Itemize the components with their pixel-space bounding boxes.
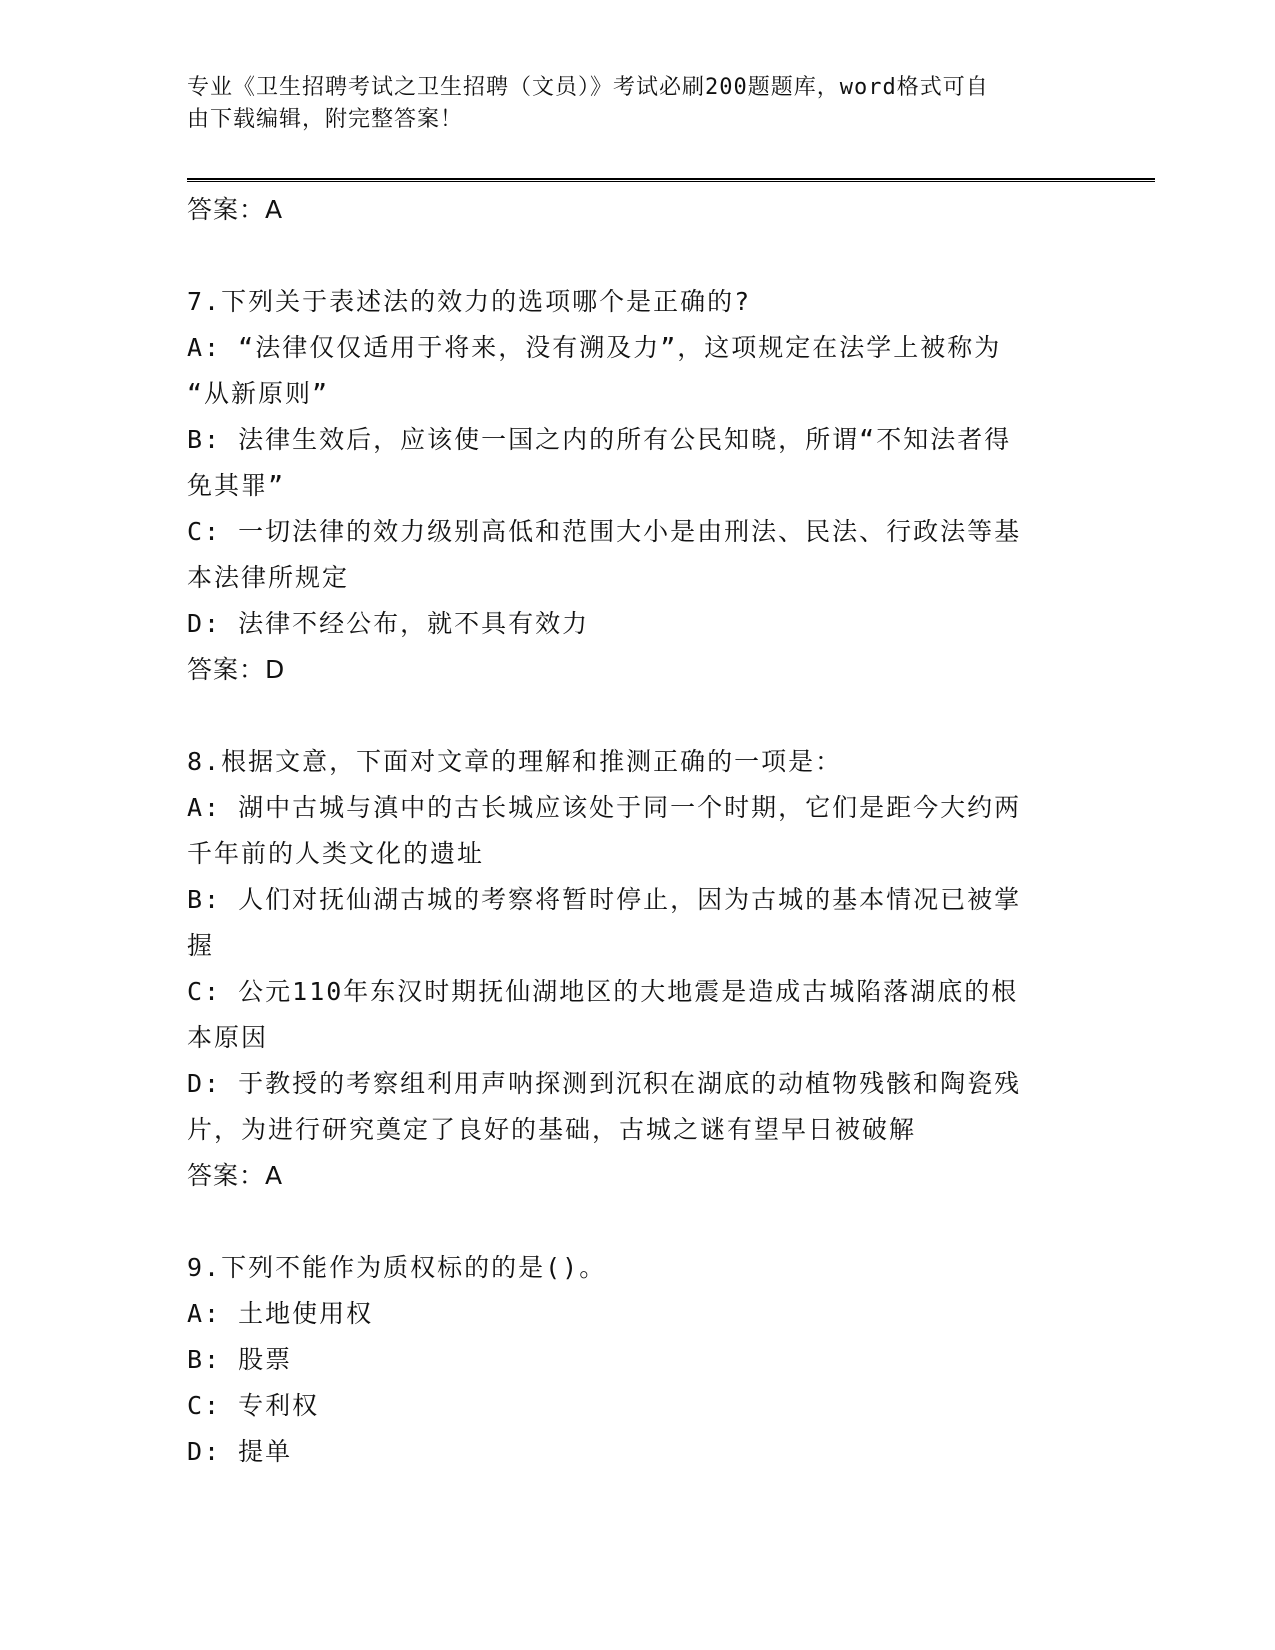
option-a-line-1: A: 土地使用权	[187, 1299, 374, 1328]
option-a-line-1: A: 湖中古城与滇中的古长城应该处于同一个时期，它们是距今大约两	[187, 793, 1022, 822]
question-text: 8.根据文意，下面对文章的理解和推测正确的一项是：	[187, 747, 843, 776]
option-a-line-2: 千年前的人类文化的遗址	[187, 839, 485, 868]
option-d-line-1: D: 法律不经公布，就不具有效力	[187, 609, 590, 638]
option-d-line-1: D: 于教授的考察组利用声呐探测到沉积在湖底的动植物残骸和陶瓷残	[187, 1069, 1022, 1098]
header-line-2: 由下载编辑，附完整答案！	[187, 107, 464, 132]
document-header	[187, 72, 1087, 136]
option-a-line-2: “从新原则”	[187, 379, 330, 408]
spacer	[187, 693, 1087, 739]
answer-8: 答案：A	[187, 1161, 284, 1190]
question-7	[187, 279, 1087, 693]
answer-7: 答案：D	[187, 655, 286, 684]
answer-previous: 答案：A	[187, 195, 284, 224]
question-8	[187, 739, 1087, 1199]
option-b-line-1: B: 人们对抚仙湖古城的考察将暂时停止，因为古城的基本情况已被掌	[187, 885, 1022, 914]
option-c-line-1: C: 专利权	[187, 1391, 320, 1420]
option-b-line-1: B: 法律生效后，应该使一国之内的所有公民知晓，所谓“不知法者得	[187, 425, 1012, 454]
header-divider	[187, 178, 1155, 182]
option-c-line-1: C: 公元110年东汉时期抚仙湖地区的大地震是造成古城陷落湖底的根	[187, 977, 1019, 1006]
option-c-line-2: 本法律所规定	[187, 563, 350, 592]
question-9	[187, 1245, 1087, 1475]
option-b-line-2: 握	[187, 931, 215, 960]
spacer	[187, 233, 1087, 279]
option-b-line-2: 免其罪”	[187, 471, 286, 500]
option-c-line-2: 本原因	[187, 1023, 269, 1052]
option-d-line-2: 片，为进行研究奠定了良好的基础，古城之谜有望早日被破解	[187, 1115, 917, 1144]
question-text: 7.下列关于表述法的效力的选项哪个是正确的?	[187, 287, 752, 316]
question-text: 9.下列不能作为质权标的的是()。	[187, 1253, 607, 1282]
option-c-line-1: C: 一切法律的效力级别高低和范围大小是由刑法、民法、行政法等基	[187, 517, 1022, 546]
option-a-line-1: A: “法律仅仅适用于将来，没有溯及力”，这项规定在法学上被称为	[187, 333, 1002, 362]
question-list	[187, 187, 1087, 1475]
option-b-line-1: B: 股票	[187, 1345, 293, 1374]
header-line-1: 专业《卫生招聘考试之卫生招聘（文员）》考试必刷200题题库，word格式可自	[187, 75, 989, 100]
spacer	[187, 1199, 1087, 1245]
option-d-line-1: D: 提单	[187, 1437, 293, 1466]
